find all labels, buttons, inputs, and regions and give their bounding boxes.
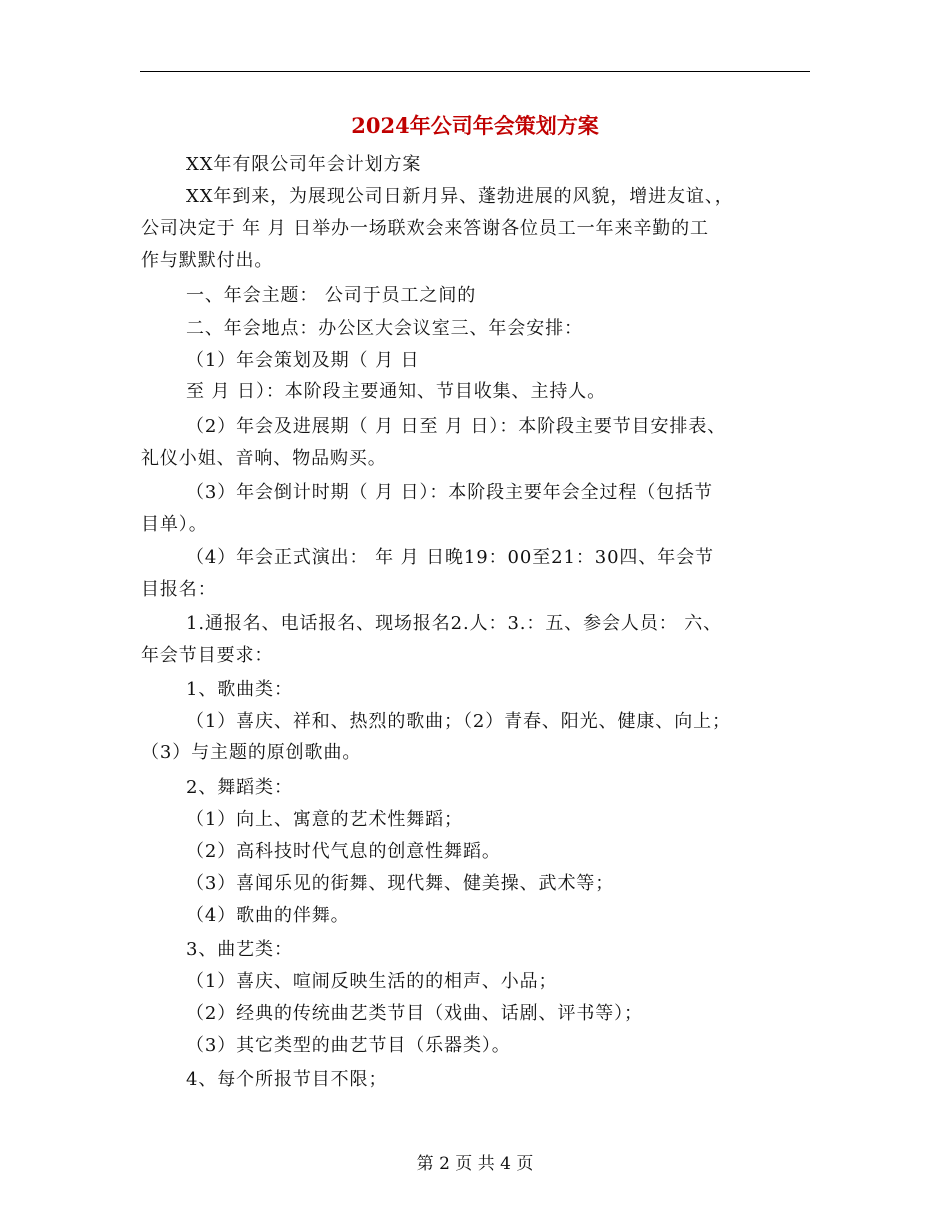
text-line: XX年到来，为展现公司日新月异、蓬勃进展的风貌，增进友谊、， bbox=[186, 186, 734, 207]
text-line: （4）歌曲的伴舞。 bbox=[186, 905, 350, 926]
text-line: （3）年会倒计时期（ 月 日）：本阶段主要年会全过程（包括节 bbox=[186, 482, 713, 503]
text-line: 2、舞蹈类： bbox=[186, 777, 293, 798]
text-line: （1）喜庆、祥和、热烈的歌曲；（2）青春、阳光、健康、向上； bbox=[186, 711, 731, 732]
text-line: 4、每个所报节目不限； bbox=[186, 1069, 388, 1090]
text-line: 1.通报名、电话报名、现场报名2.人：3.：五、参会人员： 六、 bbox=[186, 613, 723, 634]
text-line: （2）经典的传统曲艺类节目（戏曲、话剧、评书等）； bbox=[186, 1003, 643, 1024]
text-line: 3、曲艺类： bbox=[186, 939, 293, 960]
text-line: （3）喜闻乐见的街舞、现代舞、健美操、武术等； bbox=[186, 873, 615, 894]
text-line: 礼仪小姐、音响、物品购买。 bbox=[141, 448, 387, 469]
text-line: （3）与主题的原创歌曲。 bbox=[141, 742, 362, 763]
text-line: 二、年会地点：办公区大会议室三、年会安排： bbox=[186, 318, 583, 339]
text-line: 目报名： bbox=[141, 579, 217, 600]
page-number-footer: 第 2 页 共 4 页 bbox=[416, 1154, 534, 1174]
text-line: 一、年会主题： 公司于员工之间的 bbox=[186, 285, 477, 306]
text-line: （1）喜庆、喧闹反映生活的的相声、小品； bbox=[186, 971, 558, 992]
text-line: 1、歌曲类： bbox=[186, 679, 293, 700]
header-rule bbox=[140, 71, 810, 72]
text-line: XX年有限公司年会计划方案 bbox=[186, 154, 422, 175]
text-line: （2）年会及进展期（ 月 日至 月 日）：本阶段主要节目安排表、 bbox=[186, 416, 727, 437]
text-line: 公司决定于 年 月 日举办一场联欢会来答谢各位员工一年来辛勤的工 bbox=[141, 218, 709, 239]
text-line: 作与默默付出。 bbox=[141, 250, 274, 271]
text-line: 目单）。 bbox=[141, 514, 208, 535]
text-line: （3）其它类型的曲艺节目（乐器类）。 bbox=[186, 1035, 511, 1056]
text-line: 年会节目要求： bbox=[141, 645, 274, 666]
text-line: （4）年会正式演出： 年 月 日晚19：00至21：30四、年会节 bbox=[186, 547, 714, 568]
text-line: 至 月 日）：本阶段主要通知、节目收集、主持人。 bbox=[186, 381, 607, 402]
text-line: （2）高科技时代气息的创意性舞蹈。 bbox=[186, 841, 501, 862]
text-line: （1）年会策划及期（ 月 日 bbox=[186, 350, 420, 371]
document-title: 2024年公司年会策划方案 bbox=[351, 113, 599, 138]
text-line: （1）向上、寓意的艺术性舞蹈； bbox=[186, 809, 463, 830]
